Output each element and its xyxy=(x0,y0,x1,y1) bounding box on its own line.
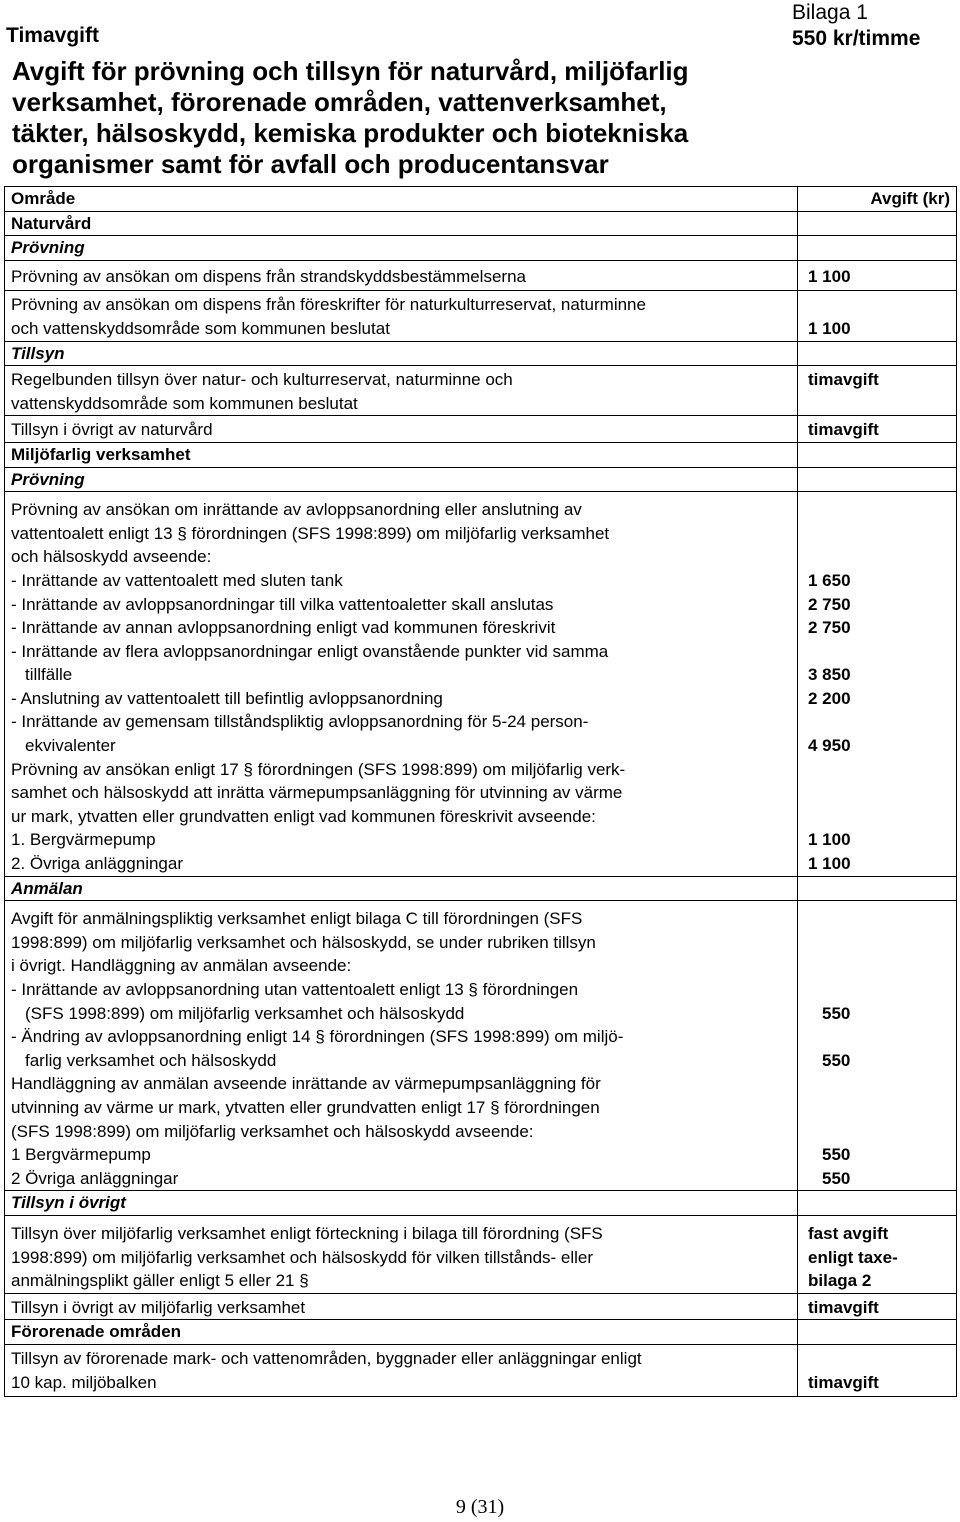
row-fee: 1 100 xyxy=(808,830,851,850)
row-text-line: anmälningsplikt gäller enligt 5 eller 21 § xyxy=(11,1271,309,1291)
row-text-line: - Inrättande av annan avloppsanordning enligt vad kommunen föreskrivit xyxy=(11,618,556,638)
row-fee: bilaga 2 xyxy=(808,1271,872,1291)
subsection-anmalan: Anmälan xyxy=(5,876,798,901)
table-row xyxy=(5,416,957,443)
row-text-line: 2 Övriga anläggningar xyxy=(11,1168,179,1188)
row-text-line: och hälsoskydd avseende: xyxy=(11,547,212,567)
row-fee-column xyxy=(798,1215,957,1293)
section-title-miljo: Miljöfarlig verksamhet xyxy=(5,442,798,467)
hourly-fee-label: Timavgift xyxy=(6,24,99,47)
title-line: Avgift för prövning och tillsyn för naturvård, miljöfarlig xyxy=(12,56,689,86)
page-number: 9 (31) xyxy=(455,1496,505,1518)
hourly-fee-value: 550 kr/timme xyxy=(792,27,921,50)
row-text-line: 1 Bergvärmepump xyxy=(11,1145,151,1165)
row-text-line: Prövning av ansökan om dispens från föreskrifter för naturkulturreservat, naturminne xyxy=(11,295,646,315)
row-text-line: Prövning av ansökan om inrättande av avloppsanordning eller anslutning av xyxy=(11,500,582,520)
section-title-fororenade: Förorenade områden xyxy=(5,1320,798,1345)
row-text xyxy=(5,291,798,341)
subsection-row xyxy=(5,1191,957,1216)
row-text-line: utvinning av värme ur mark, ytvatten eller grundvatten enligt 17 § förordningen xyxy=(11,1097,600,1117)
row-fee: 2 750 xyxy=(808,618,851,638)
row-text-line: Tillsyn av förorenade mark- och vattenområden, byggnader eller anläggningar enligt xyxy=(11,1348,642,1368)
row-text xyxy=(5,1344,798,1396)
row-fee: 1 650 xyxy=(808,570,851,590)
table-row xyxy=(5,1293,957,1320)
subsection-row xyxy=(5,236,957,261)
table-row xyxy=(5,1215,957,1293)
row-fee: 2 200 xyxy=(808,688,851,708)
section-row xyxy=(5,442,957,467)
row-fee: 3 850 xyxy=(808,665,851,685)
row-fee: enligt taxe- xyxy=(808,1247,898,1267)
row-text-line: samhet och hälsoskydd att inrätta värmepumpsanläggning för utvinning av värme xyxy=(11,783,623,803)
row-text: Tillsyn i övrigt av miljöfarlig verksamhet xyxy=(5,1293,798,1320)
subsection-row xyxy=(5,341,957,366)
row-text-line: vattenskyddsområde som kommunen beslutat xyxy=(11,393,358,413)
table-row xyxy=(5,1344,957,1396)
row-fee: fast avgift xyxy=(808,1223,889,1243)
row-text xyxy=(5,901,798,1191)
row-text-line: 2. Övriga anläggningar xyxy=(11,854,184,874)
row-text-line: Regelbunden tillsyn över natur- och kulturreservat, naturminne och xyxy=(11,370,513,390)
row-text-line: - Inrättande av gemensam tillståndspliktig avloppsanordning för 5-24 person- xyxy=(11,712,589,732)
annex-label: Bilaga 1 xyxy=(792,1,868,24)
section-row xyxy=(5,211,957,236)
row-text-line: och vattenskyddsområde som kommunen beslutat xyxy=(11,318,390,338)
row-fee: 550 xyxy=(822,1145,851,1165)
annex-heading xyxy=(792,0,920,52)
table-row xyxy=(5,901,957,1191)
row-text-line: - Inrättande av avloppsanordningar till vilka vattentoaletter skall anslutas xyxy=(11,594,554,614)
row-text-line: 1998:899) om miljöfarlig verksamhet och hälsoskydd, se under rubriken tillsyn xyxy=(11,932,596,952)
fee-table xyxy=(4,186,957,1397)
row-fee: 550 xyxy=(822,1003,851,1023)
table-row xyxy=(5,260,957,291)
subsection-row xyxy=(5,467,957,492)
row-fee: timavgift xyxy=(798,416,957,443)
title-line: verksamhet, förorenade områden, vattenverksamhet, xyxy=(12,87,667,117)
section-title-naturvard: Naturvård xyxy=(5,211,798,236)
table-header-row xyxy=(5,187,957,212)
title-line: täkter, hälsoskydd, kemiska produkter och biotekniska xyxy=(12,118,689,148)
subsection-row xyxy=(5,876,957,901)
row-fee: 1 100 xyxy=(798,291,957,341)
row-text-line: - Anslutning av vattentoalett till befintlig avloppsanordning xyxy=(11,688,443,708)
table-row xyxy=(5,492,957,877)
row-fee: 4 950 xyxy=(808,736,851,756)
row-fee-column xyxy=(798,492,957,877)
row-text-line: (SFS 1998:899) om miljöfarlig verksamhet och hälsoskydd xyxy=(25,1003,465,1023)
section-row xyxy=(5,1320,957,1345)
row-text-line: 10 kap. miljöbalken xyxy=(11,1372,157,1392)
row-text-line: (SFS 1998:899) om miljöfarlig verksamhet och hälsoskydd avseende: xyxy=(11,1121,534,1141)
subsection-provning: Prövning xyxy=(5,467,798,492)
document-title xyxy=(12,56,802,180)
row-text-line: - Ändring av avloppsanordning enligt 14 § förordningen (SFS 1998:899) om miljö- xyxy=(11,1027,624,1047)
row-text-line: Handläggning av anmälan avseende inrättande av värmepumpsanläggning för xyxy=(11,1074,601,1094)
row-fee: 550 xyxy=(822,1168,851,1188)
row-text-line: - Inrättande av vattentoalett med sluten tank xyxy=(11,570,343,590)
row-fee: 1 100 xyxy=(798,260,957,291)
row-text-line: Tillsyn över miljöfarlig verksamhet enligt förteckning i bilaga till förordning (SFS xyxy=(11,1223,603,1243)
subsection-tillsyn-ovrigt: Tillsyn i övrigt xyxy=(5,1191,798,1216)
table-row xyxy=(5,366,957,416)
row-text-line: vattentoalett enligt 13 § förordningen (SFS 1998:899) om miljöfarlig verksamhet xyxy=(11,523,610,543)
row-text-line: i övrigt. Handläggning av anmälan avseende: xyxy=(11,956,352,976)
row-text-line: ur mark, ytvatten eller grundvatten enligt vad kommunen föreskrivit avseende: xyxy=(11,806,596,826)
row-fee-column xyxy=(798,901,957,1191)
row-text: Prövning av ansökan om dispens från strandskyddsbestämmelserna xyxy=(5,260,798,291)
row-fee: timavgift xyxy=(798,1344,957,1396)
row-text-line: 1. Bergvärmepump xyxy=(11,830,156,850)
row-text-line: farlig verksamhet och hälsoskydd xyxy=(25,1050,277,1070)
row-text: Tillsyn i övrigt av naturvård xyxy=(5,416,798,443)
row-text-line: tillfälle xyxy=(25,665,73,685)
row-fee: 550 xyxy=(822,1050,851,1070)
row-text-line: ekvivalenter xyxy=(25,736,116,756)
row-text-line: Avgift för anmälningspliktig verksamhet enligt bilaga C till förordningen (SFS xyxy=(11,909,583,929)
row-text-line: 1998:899) om miljöfarlig verksamhet och hälsoskydd för vilken tillstånds- eller xyxy=(11,1247,594,1267)
row-text-line: - Inrättande av avloppsanordning utan vattentoalett enligt 13 § förordningen xyxy=(11,980,579,999)
title-line: organismer samt för avfall och producentansvar xyxy=(12,149,609,179)
subsection-tillsyn: Tillsyn xyxy=(5,341,798,366)
row-text-line: Prövning av ansökan enligt 17 § förordningen (SFS 1998:899) om miljöfarlig verk- xyxy=(11,759,626,779)
subsection-provning: Prövning xyxy=(5,236,798,261)
row-text xyxy=(5,492,798,877)
row-text xyxy=(5,1215,798,1293)
table-row xyxy=(5,291,957,341)
row-fee: 2 750 xyxy=(808,594,851,614)
column-header-area: Område xyxy=(5,187,798,212)
row-text xyxy=(5,366,798,416)
row-fee: timavgift xyxy=(798,1293,957,1320)
row-fee: timavgift xyxy=(798,366,957,416)
row-fee: 1 100 xyxy=(808,854,851,874)
column-header-fee: Avgift (kr) xyxy=(798,187,957,212)
row-text-line: - Inrättande av flera avloppsanordningar enligt ovanstående punkter vid samma xyxy=(11,641,609,661)
